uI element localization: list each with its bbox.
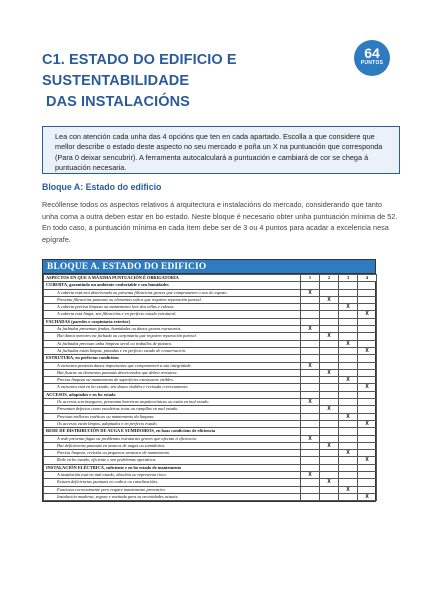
option-description: Precisa limpeza, revisión ou pequenos arranxos de mantemento. [44, 450, 301, 457]
table-header-label: ASPECTOS EN QUE A MÁXIMA PUNTUACIÓN É OBRIGATORIA [44, 275, 301, 282]
score-cell-1[interactable] [301, 406, 320, 413]
option-row [44, 435, 377, 442]
category-score-cell [320, 318, 339, 325]
category-row [44, 355, 377, 362]
score-cell-1[interactable] [301, 435, 320, 442]
points-badge [354, 40, 390, 76]
table-body [44, 282, 377, 501]
option-row [44, 472, 377, 479]
scoring-table [42, 259, 376, 502]
option-row [44, 333, 377, 340]
section-title-line-2: DAS INSTALACIÓNS [46, 94, 190, 110]
score-cell-1[interactable] [301, 479, 320, 486]
score-cell-3[interactable] [339, 377, 358, 384]
score-cell-1[interactable] [301, 413, 320, 420]
category-label: ACCESOS, adaptados e en bo estado [44, 391, 301, 398]
category-score-cell [358, 391, 377, 398]
category-row [44, 282, 377, 289]
option-description: Rede en bo estado, eficiente e sen problemas operativos. [44, 457, 301, 464]
score-column-4: 4 [358, 275, 377, 282]
category-score-cell [358, 355, 377, 362]
score-column-3: 3 [339, 275, 358, 282]
category-score-cell [358, 464, 377, 471]
score-cell-4[interactable] [358, 340, 377, 347]
block-heading: Bloque A: Estado do edificio [42, 182, 162, 192]
category-score-cell [320, 355, 339, 362]
score-cell-4[interactable] [358, 399, 377, 406]
category-label: INSTALACIÓN ELÉCTRICA, suficiente e en bo estado de mantemento [44, 464, 301, 471]
option-description: A instalación está en mal estado, obsoleta ou representa risco. [44, 472, 301, 479]
score-cell-1[interactable] [301, 369, 320, 376]
score-cell-4[interactable] [358, 420, 377, 427]
category-score-cell [301, 464, 320, 471]
category-score-cell [339, 318, 358, 325]
score-cell-4[interactable] [358, 304, 377, 311]
score-cell-1[interactable] [301, 442, 320, 449]
selected-mark: X [346, 304, 350, 311]
score-cell-1[interactable] [301, 340, 320, 347]
category-score-cell [301, 428, 320, 435]
score-cell-4[interactable] [358, 384, 377, 391]
option-description: As fachadas presentan fendas, humidades ou danos graves estruturais. [44, 326, 301, 333]
category-score-cell [339, 391, 358, 398]
selected-mark: X [365, 493, 369, 500]
score-cell-4[interactable] [358, 362, 377, 369]
option-description: Hai fisuras ou elementos puntuais deteriorados que deben revisarse. [44, 369, 301, 376]
score-cell-1[interactable] [301, 457, 320, 464]
score-cell-3[interactable] [339, 493, 358, 500]
score-cell-4[interactable] [358, 369, 377, 376]
option-description: A rede presenta fugas ou problemas estruturais graves que afectan á eficiencia. [44, 435, 301, 442]
score-cell-4[interactable] [358, 486, 377, 493]
category-score-cell [358, 282, 377, 289]
score-cell-3[interactable] [339, 289, 358, 296]
category-label: ESTRUTURA, en perfectas condicións [44, 355, 301, 362]
score-cell-3[interactable] [339, 450, 358, 457]
option-description: Funciona correctamente pero require mantemento preventivo. [44, 486, 301, 493]
category-score-cell [358, 318, 377, 325]
category-score-cell [339, 355, 358, 362]
selected-mark: X [308, 326, 312, 333]
score-cell-2[interactable] [320, 457, 339, 464]
score-cell-1[interactable] [301, 384, 320, 391]
score-cell-2[interactable] [320, 413, 339, 420]
category-score-cell [358, 428, 377, 435]
score-cell-2[interactable] [320, 493, 339, 500]
option-row [44, 479, 377, 486]
category-score-cell [339, 428, 358, 435]
option-description: Hai danos menores na fachada ou carpintaría que requiren reparación parcial. [44, 333, 301, 340]
score-cell-4[interactable] [358, 333, 377, 340]
category-row [44, 318, 377, 325]
selected-mark: X [308, 362, 312, 369]
score-cell-3[interactable] [339, 384, 358, 391]
score-cell-4[interactable] [358, 493, 377, 500]
score-cell-1[interactable] [301, 472, 320, 479]
score-cell-2[interactable] [320, 420, 339, 427]
category-score-cell [301, 282, 320, 289]
category-score-cell [301, 318, 320, 325]
option-row [44, 493, 377, 500]
option-description: A cuberta está moi deteriorada ou presenta filtracións graves que comprometen o uso do espazo. [44, 289, 301, 296]
selected-mark: X [327, 406, 331, 413]
option-description: As fachadas precisan unha limpeza xeral ou traballos de pintura. [44, 340, 301, 347]
selected-mark: X [346, 486, 350, 493]
option-row [44, 420, 377, 427]
category-label: FACHADAS (paredes e carpintaría exterior) [44, 318, 301, 325]
option-row [44, 326, 377, 333]
score-cell-2[interactable] [320, 311, 339, 318]
score-cell-3[interactable] [339, 296, 358, 303]
score-cell-4[interactable] [358, 479, 377, 486]
score-cell-3[interactable] [339, 479, 358, 486]
score-cell-4[interactable] [358, 347, 377, 354]
selected-mark: X [346, 450, 350, 457]
category-score-cell [320, 391, 339, 398]
score-column-1: 1 [301, 275, 320, 282]
option-description: A cuberta precisa limpeza ou mantemento leve dos tellas e caletas. [44, 304, 301, 311]
score-cell-4[interactable] [358, 457, 377, 464]
selected-mark: X [327, 479, 331, 486]
category-row [44, 464, 377, 471]
score-cell-2[interactable] [320, 442, 339, 449]
score-cell-1[interactable] [301, 289, 320, 296]
score-cell-3[interactable] [339, 369, 358, 376]
score-cell-3[interactable] [339, 333, 358, 340]
selected-mark: X [365, 420, 369, 427]
option-description: Instalación moderna, segura e axeitada para as necesidades actuais. [44, 493, 301, 500]
score-cell-3[interactable] [339, 420, 358, 427]
table-banner: BLOQUE A. ESTADO DO EDIFICIO [43, 260, 375, 274]
selected-mark: X [327, 442, 331, 449]
points-badge-label: PUNTOS [360, 60, 384, 66]
option-row [44, 486, 377, 493]
scoring-grid [43, 274, 377, 501]
selected-mark: X [365, 311, 369, 318]
option-description: As fachadas están limpas, pintadas e en perfecto estado de conservación. [44, 347, 301, 354]
score-cell-4[interactable] [358, 450, 377, 457]
option-description: A cuberta está limpa, sen filtracións e en perfecto estado estrutural. [44, 311, 301, 318]
score-cell-3[interactable] [339, 406, 358, 413]
option-row [44, 384, 377, 391]
instructions-box [42, 126, 400, 174]
score-cell-1[interactable] [301, 326, 320, 333]
option-row [44, 457, 377, 464]
category-score-cell [320, 428, 339, 435]
category-score-cell [320, 282, 339, 289]
category-label: CUBERTA, garantindo un ambiente confortable e sen humidades [44, 282, 301, 289]
score-cell-2[interactable] [320, 340, 339, 347]
score-cell-4[interactable] [358, 289, 377, 296]
option-row [44, 377, 377, 384]
score-cell-1[interactable] [301, 296, 320, 303]
score-cell-2[interactable] [320, 326, 339, 333]
score-cell-4[interactable] [358, 377, 377, 384]
category-score-cell [301, 391, 320, 398]
selected-mark: X [346, 413, 350, 420]
score-cell-3[interactable] [339, 311, 358, 318]
option-row [44, 369, 377, 376]
score-cell-2[interactable] [320, 450, 339, 457]
selected-mark: X [308, 435, 312, 442]
score-cell-2[interactable] [320, 362, 339, 369]
score-cell-3[interactable] [339, 362, 358, 369]
selected-mark: X [308, 289, 312, 296]
score-cell-2[interactable] [320, 472, 339, 479]
score-cell-4[interactable] [358, 311, 377, 318]
option-row [44, 340, 377, 347]
selected-mark: X [308, 399, 312, 406]
score-cell-2[interactable] [320, 333, 339, 340]
score-cell-3[interactable] [339, 457, 358, 464]
score-cell-1[interactable] [301, 347, 320, 354]
score-cell-1[interactable] [301, 493, 320, 500]
score-cell-3[interactable] [339, 340, 358, 347]
score-cell-1[interactable] [301, 311, 320, 318]
option-row [44, 362, 377, 369]
category-label: REDE DE DISTRIBUCIÓN DE AUGA E SUMIDOIROS, en boas condicións de eficiencia [44, 428, 301, 435]
category-row [44, 391, 377, 398]
option-row [44, 406, 377, 413]
option-row [44, 347, 377, 354]
category-row [44, 428, 377, 435]
selected-mark: X [365, 347, 369, 354]
score-cell-3[interactable] [339, 435, 358, 442]
score-cell-2[interactable] [320, 377, 339, 384]
score-cell-2[interactable] [320, 347, 339, 354]
score-cell-1[interactable] [301, 450, 320, 457]
section-title [42, 50, 342, 113]
option-row [44, 304, 377, 311]
score-cell-3[interactable] [339, 486, 358, 493]
option-row [44, 289, 377, 296]
option-description: Precisa limpeza ou mantemento de superficies estruturais visibles. [44, 377, 301, 384]
selected-mark: X [308, 472, 312, 479]
instructions-text: Lea con atención cada unha das 4 opcións que ten en cada apartado. Escolla a que considere que mellor describe o estado deste aspecto no seu mercado e poña un X na puntuación que corresponda (Para 0 deixar sencubrir). A ferramenta autocalculará a puntuación e cambiará de cor se chega á puntuación necesaria. [55, 132, 383, 173]
option-description: Existen deficiencias puntuais en cadros ou canalizacións. [44, 479, 301, 486]
category-score-cell [339, 464, 358, 471]
score-cell-3[interactable] [339, 326, 358, 333]
option-row [44, 442, 377, 449]
option-description: Hai deficiencias puntuais en atascos de augas ou sumidoiros. [44, 442, 301, 449]
score-cell-4[interactable] [358, 472, 377, 479]
score-cell-4[interactable] [358, 442, 377, 449]
section-title-line-1: C1. ESTADO DO EDIFICIO E SUSTENTABILIDADE [42, 52, 237, 89]
score-cell-4[interactable] [358, 435, 377, 442]
category-score-cell [339, 282, 358, 289]
score-cell-3[interactable] [339, 304, 358, 311]
score-cell-2[interactable] [320, 369, 339, 376]
selected-mark: X [327, 296, 331, 303]
score-cell-2[interactable] [320, 435, 339, 442]
score-cell-4[interactable] [358, 296, 377, 303]
option-description: Os accesos están limpos, adaptados e en perfecto estado. [44, 420, 301, 427]
score-column-2: 2 [320, 275, 339, 282]
score-cell-2[interactable] [320, 304, 339, 311]
score-cell-3[interactable] [339, 442, 358, 449]
score-cell-3[interactable] [339, 472, 358, 479]
score-cell-2[interactable] [320, 289, 339, 296]
score-cell-4[interactable] [358, 413, 377, 420]
selected-mark: X [346, 340, 350, 347]
option-description: A estrutura presenta danos importantes que comprometen a súa integridade. [44, 362, 301, 369]
points-badge-number: 64 [364, 45, 380, 61]
selected-mark: X [365, 384, 369, 391]
score-cell-2[interactable] [320, 384, 339, 391]
score-cell-2[interactable] [320, 399, 339, 406]
selected-mark: X [327, 333, 331, 340]
selected-mark: X [365, 457, 369, 464]
score-cell-2[interactable] [320, 486, 339, 493]
score-cell-1[interactable] [301, 304, 320, 311]
option-row [44, 296, 377, 303]
table-header-row [44, 275, 377, 282]
score-cell-1[interactable] [301, 333, 320, 340]
option-row [44, 450, 377, 457]
option-description: A estrutura está en bo estado, sen danos visibles e revisada correctamente. [44, 384, 301, 391]
option-row [44, 399, 377, 406]
score-cell-1[interactable] [301, 362, 320, 369]
option-description: Precisan melloras estéticas ou mantemento da limpeza. [44, 413, 301, 420]
score-cell-2[interactable] [320, 479, 339, 486]
selected-mark: X [346, 377, 350, 384]
option-description: Os accesos son inseguros, presentan barreiras arquitectónicas ou están en mal estado. [44, 399, 301, 406]
score-cell-1[interactable] [301, 399, 320, 406]
category-score-cell [320, 464, 339, 471]
option-description: Presentan defectos como escaleiras rotas ou rampllas en mal estado. [44, 406, 301, 413]
option-row [44, 413, 377, 420]
score-cell-2[interactable] [320, 406, 339, 413]
score-cell-1[interactable] [301, 377, 320, 384]
score-cell-3[interactable] [339, 399, 358, 406]
option-description: Presenta filtracións puntuais ou elementos soltos que requiren reparación parcial. [44, 296, 301, 303]
score-cell-3[interactable] [339, 347, 358, 354]
score-cell-4[interactable] [358, 326, 377, 333]
selected-mark: X [327, 369, 331, 376]
score-cell-3[interactable] [339, 413, 358, 420]
category-score-cell [301, 355, 320, 362]
score-cell-2[interactable] [320, 296, 339, 303]
score-cell-1[interactable] [301, 420, 320, 427]
score-cell-4[interactable] [358, 406, 377, 413]
option-row [44, 311, 377, 318]
block-description: Recóllense todos os aspectos relativos á arquitectura e instalacións do mercado, considerando que tanto unha coma a outra deben estar en bo estado. Neste bloque é necesario obter unha puntuación mínima de 52. En todo caso, a puntuación mínima en cada ítem debe ser de 3 ou 4 puntos para acadar a excelencia nesa epígrafe. [42, 200, 398, 244]
score-cell-1[interactable] [301, 486, 320, 493]
